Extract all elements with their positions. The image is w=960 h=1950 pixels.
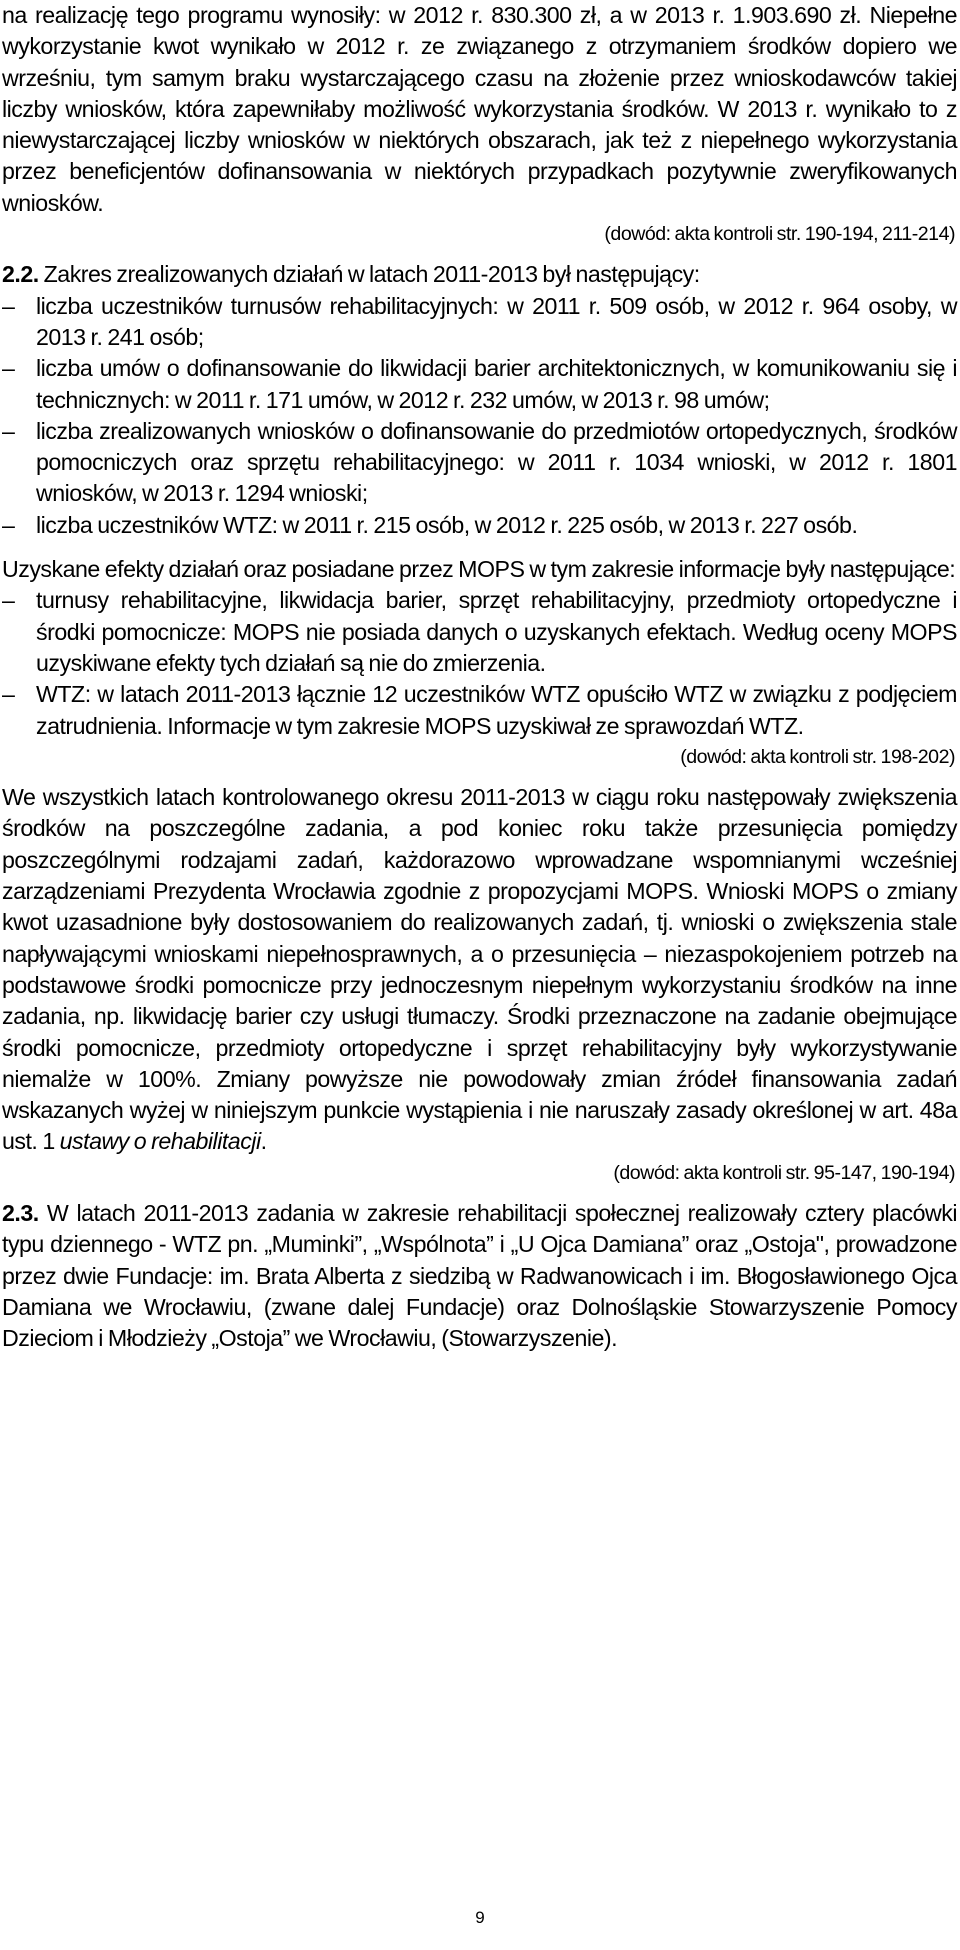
list-item-text: liczba umów o dofinansowanie do likwidacji barier architektonicznych, w komunikowaniu się i technicznych: w 2011 r. 171 umów, w 2012 r. 232 umów, w 2013 r. 98 umów; bbox=[36, 355, 957, 413]
act-title: ustawy o rehabilitacji bbox=[59, 1128, 261, 1155]
dash-marker: – bbox=[2, 355, 15, 382]
list-item-text: turnusy rehabilitacyjne, likwidacja barier, sprzęt rehabilitacyjny, przedmioty ortopedyczne i środki pomocnicze: MOPS nie posiada danych o uzyskanych efektach. Według oceny MOPS uzyskiwane efekty tych działań są nie do zmierzenia. bbox=[36, 587, 957, 676]
paragraph-funding-2012-2013: na realizację tego programu wynosiły: w 2012 r. 830.300 zł, a w 2013 r. 1.903.690 zł. Niepełne wykorzystanie kwot wynikało w 2012 r. ze związanego z otrzymaniem środków dopiero we wrześniu, tym samym braku wystarczającego czasu na złożenie przez wnioskodawców takiej liczby wniosków, która zapewniłaby możliwość wykorzystania środków. W 2013 r. wynikało to z niewystarczającej liczby wniosków w niektórych obszarach, jak też z niepełnego wykorzystania przez beneficjentów dofinansowania w niektórych przypadkach pozytywnie zweryfikowanych wniosków. bbox=[2, 2, 957, 216]
section-2-3-paragraph bbox=[2, 1198, 957, 1354]
document-page bbox=[2, 0, 957, 1354]
list-item bbox=[2, 291, 957, 354]
list-item bbox=[2, 585, 957, 679]
effects-list bbox=[2, 585, 957, 741]
dash-marker: – bbox=[2, 681, 15, 708]
list-item-text: liczba zrealizowanych wniosków o dofinansowanie do przedmiotów ortopedycznych, środków pomocniczych oraz sprzętu rehabilitacyjnego: w 2011 r. 1034 wnioski, w 2012 r. 1801 wniosków, w 2013 r. 1294 wnioski; bbox=[36, 417, 957, 507]
section-2-2-heading bbox=[2, 259, 957, 290]
list-item-text: liczba uczestników turnusów rehabilitacyjnych: w 2011 r. 509 osób, w 2012 r. 964 osoby, w 2013 r. 241 osób; bbox=[36, 292, 957, 350]
list-item bbox=[2, 416, 957, 510]
activities-list bbox=[2, 291, 957, 541]
dash-marker: – bbox=[2, 292, 15, 319]
paragraph-fund-changes bbox=[2, 782, 957, 1158]
page-number: 9 bbox=[475, 1908, 485, 1927]
dash-marker: – bbox=[2, 417, 15, 444]
list-item-text: WTZ: w latach 2011-2013 łącznie 12 uczestników WTZ opuściło WTZ w związku z podjęciem zatrudnienia. Informacje w tym zakresie MOPS uzyskiwał ze sprawozdań WTZ. bbox=[36, 681, 957, 739]
section-number: 2.2. bbox=[2, 261, 39, 288]
list-item bbox=[2, 353, 957, 416]
section-number: 2.3. bbox=[2, 1199, 39, 1226]
evidence-reference: (dowód: akta kontroli str. 198-202) bbox=[680, 745, 955, 768]
paragraph-text: We wszystkich latach kontrolowanego okresu 2011-2013 w ciągu roku następowały zwiększenia środków na poszczególne zadania, a pod koniec roku także przesunięcia pomiędzy poszczególnymi rodzajami zadań, każdorazowo wprowadzane wspomnianymi wcześniej zarządzeniami Prezydenta Wrocławia zgodnie z propozycjami MOPS. Wnioski MOPS o zmiany kwot uzasadnione były dostosowaniem do realizowanych zadań, tj. wnioski o zwiększenia stale napływającymi wnioskami niepełnosprawnych, a o przesunięcia – niezaspokojeniem potrzeb na podstawowe środki pomocnicze przy jednoczesnym niepełnym wykorzystaniu środków na inne zadania, np. likwidację barier czy usługi tłumaczy. Środki przeznaczone na zadanie obejmujące środki pomocnicze, przedmioty ortopedyczne i sprzęt rehabilitacyjny były wykorzystywanie niemalże w 100%. Zmiany powyższe nie powodowały zmian źródeł finansowania zadań wskazanych wyżej w niniejszym punkcie wystąpienia i nie naruszały zasady określonej w art. 48a ust. 1 bbox=[2, 784, 957, 1155]
paragraph-end: . bbox=[260, 1128, 267, 1155]
list-item-text: liczba uczestników WTZ: w 2011 r. 215 osób, w 2012 r. 225 osób, w 2013 r. 227 osób. bbox=[36, 511, 858, 538]
evidence-reference: (dowód: akta kontroli str. 190-194, 211-214) bbox=[604, 223, 955, 246]
section-intro: Zakres zrealizowanych działań w latach 2011-2013 był następujący: bbox=[38, 261, 700, 288]
effects-intro: Uzyskane efekty działań oraz posiadane przez MOPS w tym zakresie informacje były następujące: bbox=[2, 556, 956, 583]
list-item bbox=[2, 510, 957, 541]
evidence-reference: (dowód: akta kontroli str. 95-147, 190-194) bbox=[613, 1161, 955, 1184]
dash-marker: – bbox=[2, 511, 15, 538]
dash-marker: – bbox=[2, 587, 15, 614]
list-item bbox=[2, 679, 957, 742]
section-text: W latach 2011-2013 zadania w zakresie rehabilitacji społecznej realizowały cztery placówki typu dziennego - WTZ pn. „Muminki”, „Wspólnota” i „U Ojca Damiana” oraz „Ostoja", prowadzone przez dwie Fundacje: im. Brata Alberta z siedzibą w Radwanowicach i im. Błogosławionego Ojca Damiana we Wrocławiu, (zwane dalej Fundacje) oraz Dolnośląskie Stowarzyszenie Pomocy Dzieciom i Młodzieży „Ostoja” we Wrocławiu, (Stowarzyszenie). bbox=[2, 1199, 957, 1352]
